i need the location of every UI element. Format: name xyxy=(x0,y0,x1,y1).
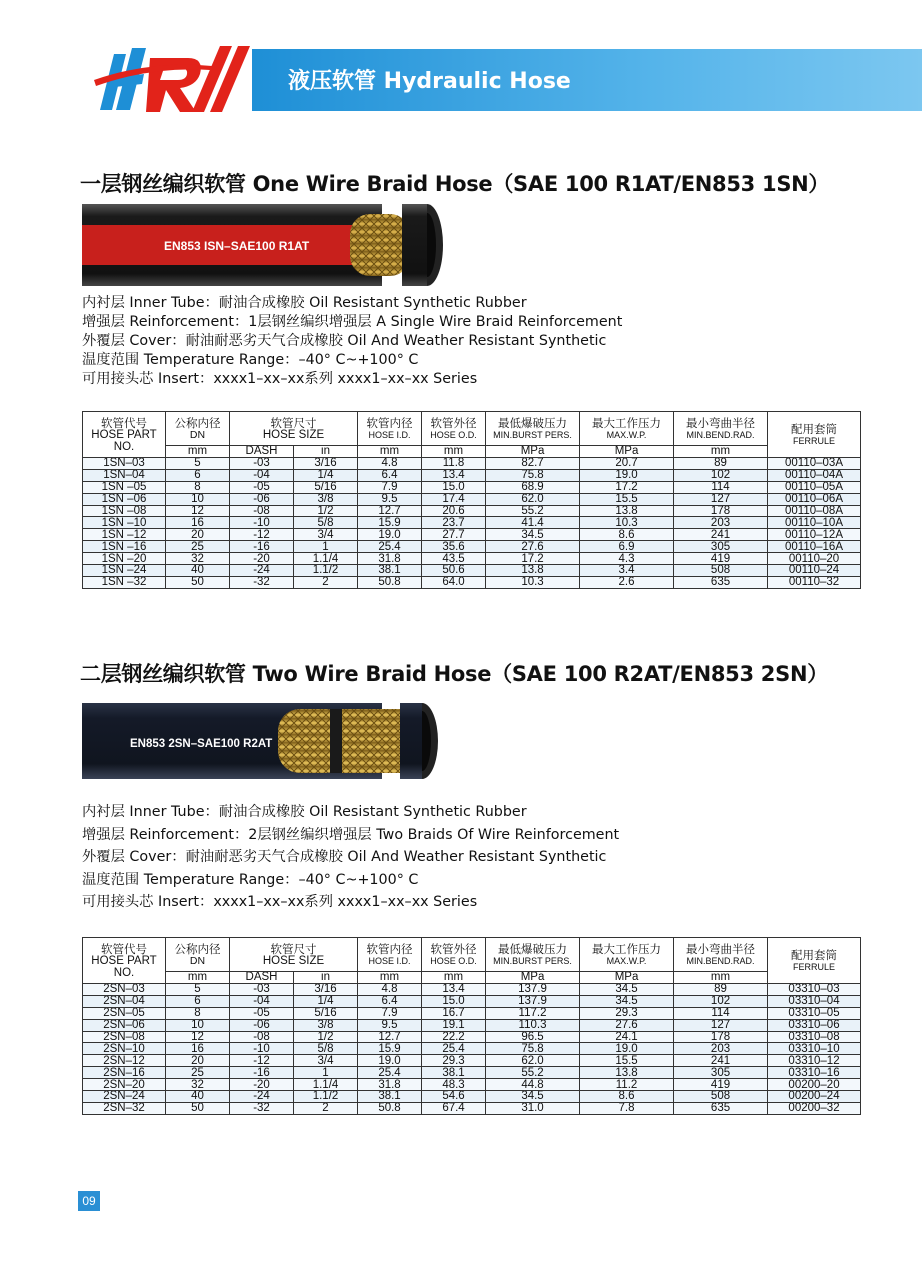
table-cell: 89 xyxy=(674,458,768,470)
table-cell: 1.1/2 xyxy=(294,565,358,577)
table-cell: -10 xyxy=(230,517,294,529)
table-cell: 00200–32 xyxy=(768,1102,861,1114)
table-cell: 2SN–03 xyxy=(83,984,166,996)
table-cell: 29.3 xyxy=(580,1007,674,1019)
table-cell: 03310–05 xyxy=(768,1007,861,1019)
table-cell: 5 xyxy=(166,458,230,470)
table-cell: 68.9 xyxy=(486,481,580,493)
unit-cell: MPa xyxy=(580,446,674,458)
header-bend: 最小弯曲半径 MIN.BEND.RAD. xyxy=(674,412,768,446)
table-cell: 03310–10 xyxy=(768,1043,861,1055)
table-cell: 305 xyxy=(674,1067,768,1079)
table-cell: 00110–03A xyxy=(768,458,861,470)
table-cell: 1/2 xyxy=(294,505,358,517)
table-cell: -04 xyxy=(230,469,294,481)
company-logo xyxy=(92,40,262,120)
table-cell: 96.5 xyxy=(486,1031,580,1043)
table-cell: 54.6 xyxy=(422,1091,486,1103)
table-cell: 137.9 xyxy=(486,984,580,996)
table-row xyxy=(83,1043,861,1055)
table-cell: 34.5 xyxy=(486,529,580,541)
table-cell: 1SN –16 xyxy=(83,541,166,553)
table-cell: 75.8 xyxy=(486,1043,580,1055)
table-cell: 3/16 xyxy=(294,458,358,470)
unit-cell: MPa xyxy=(486,446,580,458)
spec-cover: 外覆层 Cover：耐油耐恶劣天气合成橡胶 Oil And Weather Resistant Synthetic xyxy=(82,849,607,865)
table-cell: 15.9 xyxy=(358,517,422,529)
table-cell: 2SN–32 xyxy=(83,1102,166,1114)
table-cell: -20 xyxy=(230,553,294,565)
section2-specs xyxy=(82,801,619,914)
table-cell: 00110–05A xyxy=(768,481,861,493)
unit-cell: mm xyxy=(422,446,486,458)
header-ferrule: 配用套筒 FERRULE xyxy=(768,412,861,458)
table-cell: 4.8 xyxy=(358,984,422,996)
table-cell: 50.8 xyxy=(358,1102,422,1114)
table-cell: 03310–08 xyxy=(768,1031,861,1043)
table-cell: 1SN –10 xyxy=(83,517,166,529)
spec-temperature: 温度范围 Temperature Range：–40° C~+100° C xyxy=(82,352,419,368)
table-cell: 03310–06 xyxy=(768,1019,861,1031)
table-cell: -32 xyxy=(230,1102,294,1114)
table-cell: 1 xyxy=(294,1067,358,1079)
table-cell: 635 xyxy=(674,1102,768,1114)
hose-label: EN853 ISN–SAE100 R1AT xyxy=(164,239,310,253)
unit-cell: mm xyxy=(166,446,230,458)
table-cell: 20.7 xyxy=(580,458,674,470)
spec-inner-tube: 内衬层 Inner Tube：耐油合成橡胶 Oil Resistant Synthetic Rubber xyxy=(82,295,527,311)
table-cell: 6.4 xyxy=(358,469,422,481)
table-cell: 13.8 xyxy=(580,1067,674,1079)
page-number: 09 xyxy=(78,1191,100,1211)
table-cell: 11.2 xyxy=(580,1079,674,1091)
table-row xyxy=(83,553,861,565)
table-cell: 25.4 xyxy=(358,1067,422,1079)
table-cell: 62.0 xyxy=(486,493,580,505)
table-row xyxy=(83,995,861,1007)
table-cell: 7.8 xyxy=(580,1102,674,1114)
table-cell: 1SN –06 xyxy=(83,493,166,505)
table-cell: 55.2 xyxy=(486,505,580,517)
section2-title: 二层钢丝编织软管 Two Wire Braid Hose（SAE 100 R2AT/EN853 2SN） xyxy=(80,662,828,686)
table-cell: 25.4 xyxy=(422,1043,486,1055)
table-cell: -20 xyxy=(230,1079,294,1091)
unit-cell: DASH xyxy=(230,972,294,984)
unit-cell: mm xyxy=(422,972,486,984)
table-cell: 00110–24 xyxy=(768,565,861,577)
table-cell: 127 xyxy=(674,493,768,505)
table-cell: 1.1/4 xyxy=(294,553,358,565)
table-cell: 2SN–12 xyxy=(83,1055,166,1067)
table-cell: 102 xyxy=(674,469,768,481)
header-wp: 最大工作压力 MAX.W.P. xyxy=(580,938,674,972)
table-cell: 00110–12A xyxy=(768,529,861,541)
table-cell: 1/4 xyxy=(294,469,358,481)
two-wire-hose-image xyxy=(82,703,440,779)
table-cell: -06 xyxy=(230,493,294,505)
table-cell: 25 xyxy=(166,1067,230,1079)
table-cell: 20 xyxy=(166,1055,230,1067)
table-cell: 48.3 xyxy=(422,1079,486,1091)
header-hose-size: 软管尺寸 HOSE SIZE xyxy=(230,412,358,446)
table-cell: 00110–10A xyxy=(768,517,861,529)
table-cell: 34.5 xyxy=(580,995,674,1007)
table-row xyxy=(83,469,861,481)
table-cell: 4.3 xyxy=(580,553,674,565)
header-id: 软管内径 HOSE I.D. xyxy=(358,938,422,972)
spec-reinforcement: 增强层 Reinforcement：1层钢丝编织增强层 A Single Wire Braid Reinforcement xyxy=(82,314,623,330)
table-cell: 8 xyxy=(166,1007,230,1019)
unit-cell: mm xyxy=(358,446,422,458)
table-cell: 31.8 xyxy=(358,553,422,565)
table-cell: 25.4 xyxy=(358,541,422,553)
table-cell: 03310–16 xyxy=(768,1067,861,1079)
table-cell: 3/16 xyxy=(294,984,358,996)
table-cell: 10.3 xyxy=(486,576,580,588)
table-cell: 12 xyxy=(166,1031,230,1043)
table-cell: 2 xyxy=(294,576,358,588)
table-cell: 03310–12 xyxy=(768,1055,861,1067)
table-cell: 5/8 xyxy=(294,1043,358,1055)
table-cell: 38.1 xyxy=(422,1067,486,1079)
table-cell: 15.5 xyxy=(580,493,674,505)
table-cell: 67.4 xyxy=(422,1102,486,1114)
section1-title: 一层钢丝编织软管 One Wire Braid Hose（SAE 100 R1AT/EN853 1SN） xyxy=(80,172,830,196)
table-cell: 16 xyxy=(166,1043,230,1055)
table-cell: 2SN–06 xyxy=(83,1019,166,1031)
table-cell: 38.1 xyxy=(358,565,422,577)
table-cell: -24 xyxy=(230,565,294,577)
table-row xyxy=(83,1019,861,1031)
table-cell: 6 xyxy=(166,469,230,481)
table-cell: 13.8 xyxy=(486,565,580,577)
table-cell: -16 xyxy=(230,1067,294,1079)
table-cell: 32 xyxy=(166,553,230,565)
table-cell: 43.5 xyxy=(422,553,486,565)
table-cell: 00110–16A xyxy=(768,541,861,553)
spec-insert: 可用接头芯 Insert：xxxx1–xx–xx系列 xxxx1–xx–xx Series xyxy=(82,894,478,910)
table-cell: 38.1 xyxy=(358,1091,422,1103)
header-dn: 公称内径 DN xyxy=(166,938,230,972)
table-cell: 55.2 xyxy=(486,1067,580,1079)
table-row xyxy=(83,1079,861,1091)
table-cell: -24 xyxy=(230,1091,294,1103)
table-cell: 178 xyxy=(674,1031,768,1043)
table-row xyxy=(83,458,861,470)
table-cell: 1.1/4 xyxy=(294,1079,358,1091)
table-cell: 24.1 xyxy=(580,1031,674,1043)
table-cell: 3/4 xyxy=(294,1055,358,1067)
table-cell: 1.1/2 xyxy=(294,1091,358,1103)
table-cell: 82.7 xyxy=(486,458,580,470)
header-ferrule: 配用套筒 FERRULE xyxy=(768,938,861,984)
table-cell: 6 xyxy=(166,995,230,1007)
table-cell: 12 xyxy=(166,505,230,517)
table-cell: 114 xyxy=(674,481,768,493)
table-cell: 40 xyxy=(166,565,230,577)
table-cell: 50 xyxy=(166,576,230,588)
table-cell: 419 xyxy=(674,1079,768,1091)
table-cell: 102 xyxy=(674,995,768,1007)
table-cell: 13.4 xyxy=(422,984,486,996)
unit-cell: mm xyxy=(674,972,768,984)
table-cell: 50.8 xyxy=(358,576,422,588)
table-cell: 3.4 xyxy=(580,565,674,577)
table-cell: 16.7 xyxy=(422,1007,486,1019)
table-row xyxy=(83,1067,861,1079)
table-cell: 1SN–03 xyxy=(83,458,166,470)
table-cell: 114 xyxy=(674,1007,768,1019)
table-cell: 1/4 xyxy=(294,995,358,1007)
unit-cell: mm xyxy=(358,972,422,984)
table-cell: 4.8 xyxy=(358,458,422,470)
table-cell: 17.2 xyxy=(580,481,674,493)
header-dn: 公称内径 DN xyxy=(166,412,230,446)
unit-cell: in xyxy=(294,446,358,458)
table-cell: -04 xyxy=(230,995,294,1007)
table-cell: 8 xyxy=(166,481,230,493)
table-cell: 15.5 xyxy=(580,1055,674,1067)
table-cell: 12.7 xyxy=(358,1031,422,1043)
table-cell: 35.6 xyxy=(422,541,486,553)
table-cell: -12 xyxy=(230,1055,294,1067)
spec-insert: 可用接头芯 Insert：xxxx1–xx–xx系列 xxxx1–xx–xx Series xyxy=(82,371,478,387)
unit-cell: MPa xyxy=(486,972,580,984)
section2-spec-table xyxy=(82,937,861,1115)
header-part-no: 软管代号 HOSE PART NO. xyxy=(83,938,166,984)
unit-cell: MPa xyxy=(580,972,674,984)
table-cell: 2 xyxy=(294,1102,358,1114)
table-cell: 12.7 xyxy=(358,505,422,517)
table-cell: 75.8 xyxy=(486,469,580,481)
header-od: 软管外径 HOSE O.D. xyxy=(422,412,486,446)
table-cell: 8.6 xyxy=(580,1091,674,1103)
table-cell: 89 xyxy=(674,984,768,996)
table-cell: -16 xyxy=(230,541,294,553)
table-cell: 3/8 xyxy=(294,1019,358,1031)
table-cell: 31.0 xyxy=(486,1102,580,1114)
table-cell: -08 xyxy=(230,1031,294,1043)
table-cell: 19.1 xyxy=(422,1019,486,1031)
table-cell: 9.5 xyxy=(358,493,422,505)
table-cell: 50 xyxy=(166,1102,230,1114)
table-cell: 50.6 xyxy=(422,565,486,577)
table-cell: -06 xyxy=(230,1019,294,1031)
table-cell: 44.8 xyxy=(486,1079,580,1091)
page-title: 液压软管 Hydraulic Hose xyxy=(288,69,571,94)
table-cell: 00200–24 xyxy=(768,1091,861,1103)
table-cell: 1SN –05 xyxy=(83,481,166,493)
table-cell: 508 xyxy=(674,565,768,577)
table-cell: 305 xyxy=(674,541,768,553)
header-od: 软管外径 HOSE O.D. xyxy=(422,938,486,972)
table-cell: 1SN–04 xyxy=(83,469,166,481)
table-cell: 241 xyxy=(674,529,768,541)
header-hose-size: 软管尺寸 HOSE SIZE xyxy=(230,938,358,972)
table-row xyxy=(83,576,861,588)
table-cell: 15.0 xyxy=(422,995,486,1007)
table-cell: 19.0 xyxy=(358,529,422,541)
unit-cell: mm xyxy=(166,972,230,984)
table-cell: 5 xyxy=(166,984,230,996)
spec-cover: 外覆层 Cover：耐油耐恶劣天气合成橡胶 Oil And Weather Resistant Synthetic xyxy=(82,333,607,349)
table-cell: 25 xyxy=(166,541,230,553)
table-cell: 2.6 xyxy=(580,576,674,588)
table-cell: 5/16 xyxy=(294,481,358,493)
table-cell: 31.8 xyxy=(358,1079,422,1091)
table-cell: 2SN–08 xyxy=(83,1031,166,1043)
table-row xyxy=(83,1091,861,1103)
table-row xyxy=(83,529,861,541)
table-cell: 419 xyxy=(674,553,768,565)
table-cell: 241 xyxy=(674,1055,768,1067)
table-cell: 15.9 xyxy=(358,1043,422,1055)
table-cell: 23.7 xyxy=(422,517,486,529)
table-cell: 508 xyxy=(674,1091,768,1103)
header-burst: 最低爆破压力 MIN.BURST PERS. xyxy=(486,412,580,446)
table-cell: 6.4 xyxy=(358,995,422,1007)
table-cell: 1SN –24 xyxy=(83,565,166,577)
table-row xyxy=(83,541,861,553)
header-burst: 最低爆破压力 MIN.BURST PERS. xyxy=(486,938,580,972)
table-cell: -10 xyxy=(230,1043,294,1055)
table-row xyxy=(83,565,861,577)
table-cell: 27.6 xyxy=(580,1019,674,1031)
table-cell: 27.7 xyxy=(422,529,486,541)
spec-inner-tube: 内衬层 Inner Tube：耐油合成橡胶 Oil Resistant Synthetic Rubber xyxy=(82,804,527,820)
table-cell: 00110–20 xyxy=(768,553,861,565)
spec-reinforcement: 增强层 Reinforcement：2层钢丝编织增强层 Two Braids Of Wire Reinforcement xyxy=(82,826,620,843)
section1-specs xyxy=(82,294,622,389)
table-cell: 10 xyxy=(166,493,230,505)
table-cell: 00200–20 xyxy=(768,1079,861,1091)
table-cell: 137.9 xyxy=(486,995,580,1007)
table-cell: 5/16 xyxy=(294,1007,358,1019)
table-row xyxy=(83,1031,861,1043)
table-cell: 20.6 xyxy=(422,505,486,517)
header-part-no: 软管代号 HOSE PART NO. xyxy=(83,412,166,458)
table-cell: -05 xyxy=(230,481,294,493)
table-cell: 203 xyxy=(674,517,768,529)
table-cell: 00110–04A xyxy=(768,469,861,481)
table-cell: 9.5 xyxy=(358,1019,422,1031)
table-cell: 19.0 xyxy=(580,469,674,481)
table-cell: 00110–06A xyxy=(768,493,861,505)
table-cell: 1SN –08 xyxy=(83,505,166,517)
table-cell: 5/8 xyxy=(294,517,358,529)
table-cell: -05 xyxy=(230,1007,294,1019)
table-row xyxy=(83,984,861,996)
table-cell: 11.8 xyxy=(422,458,486,470)
table-cell: 635 xyxy=(674,576,768,588)
table-cell: 6.9 xyxy=(580,541,674,553)
table-cell: 2SN–05 xyxy=(83,1007,166,1019)
table-row xyxy=(83,1102,861,1114)
table-row xyxy=(83,505,861,517)
table-cell: 19.0 xyxy=(580,1043,674,1055)
table-cell: 20 xyxy=(166,529,230,541)
table-cell: 62.0 xyxy=(486,1055,580,1067)
table-cell: 19.0 xyxy=(358,1055,422,1067)
table-cell: 00110–32 xyxy=(768,576,861,588)
table-cell: 10.3 xyxy=(580,517,674,529)
table-cell: 203 xyxy=(674,1043,768,1055)
one-wire-hose-image xyxy=(82,204,444,286)
table-cell: 22.2 xyxy=(422,1031,486,1043)
table-cell: 2SN–04 xyxy=(83,995,166,1007)
table-cell: 03310–03 xyxy=(768,984,861,996)
table-cell: 117.2 xyxy=(486,1007,580,1019)
table-cell: 27.6 xyxy=(486,541,580,553)
table-cell: 40 xyxy=(166,1091,230,1103)
table-cell: 8.6 xyxy=(580,529,674,541)
table-cell: 2SN–20 xyxy=(83,1079,166,1091)
table-cell: 34.5 xyxy=(486,1091,580,1103)
table-cell: -08 xyxy=(230,505,294,517)
table-cell: 03310–04 xyxy=(768,995,861,1007)
table-cell: 13.4 xyxy=(422,469,486,481)
spec-temperature: 温度范围 Temperature Range：–40° C~+100° C xyxy=(82,871,419,888)
table-cell: 178 xyxy=(674,505,768,517)
table-cell: 13.8 xyxy=(580,505,674,517)
table-cell: 10 xyxy=(166,1019,230,1031)
table-row xyxy=(83,1007,861,1019)
table-row xyxy=(83,481,861,493)
table-row xyxy=(83,493,861,505)
table-cell: 1SN –20 xyxy=(83,553,166,565)
table-cell: -12 xyxy=(230,529,294,541)
table-cell: 17.4 xyxy=(422,493,486,505)
unit-cell: in xyxy=(294,972,358,984)
hose-label: EN853 2SN–SAE100 R2AT xyxy=(130,738,273,750)
table-cell: 7.9 xyxy=(358,481,422,493)
table-cell: 1SN –12 xyxy=(83,529,166,541)
table-cell: 2SN–16 xyxy=(83,1067,166,1079)
table-cell: 00110–08A xyxy=(768,505,861,517)
table-cell: -03 xyxy=(230,458,294,470)
table-cell: 32 xyxy=(166,1079,230,1091)
header-id: 软管内径 HOSE I.D. xyxy=(358,412,422,446)
table-cell: -03 xyxy=(230,984,294,996)
table-cell: 29.3 xyxy=(422,1055,486,1067)
header-bend: 最小弯曲半径 MIN.BEND.RAD. xyxy=(674,938,768,972)
table-cell: 16 xyxy=(166,517,230,529)
table-cell: 3/8 xyxy=(294,493,358,505)
section1-spec-table xyxy=(82,411,861,589)
table-cell: 17.2 xyxy=(486,553,580,565)
table-cell: 7.9 xyxy=(358,1007,422,1019)
header-wp: 最大工作压力 MAX.W.P. xyxy=(580,412,674,446)
unit-cell: mm xyxy=(674,446,768,458)
table-cell: 41.4 xyxy=(486,517,580,529)
table-cell: 2SN–24 xyxy=(83,1091,166,1103)
table-cell: 15.0 xyxy=(422,481,486,493)
table-cell: 64.0 xyxy=(422,576,486,588)
table-cell: 1/2 xyxy=(294,1031,358,1043)
table-cell: 3/4 xyxy=(294,529,358,541)
table-row xyxy=(83,1055,861,1067)
unit-cell: DASH xyxy=(230,446,294,458)
table-cell: 1SN –32 xyxy=(83,576,166,588)
table-row xyxy=(83,517,861,529)
table-cell: 2SN–10 xyxy=(83,1043,166,1055)
table-cell: 34.5 xyxy=(580,984,674,996)
table-cell: 110.3 xyxy=(486,1019,580,1031)
table-cell: 127 xyxy=(674,1019,768,1031)
table-cell: 1 xyxy=(294,541,358,553)
table-cell: -32 xyxy=(230,576,294,588)
